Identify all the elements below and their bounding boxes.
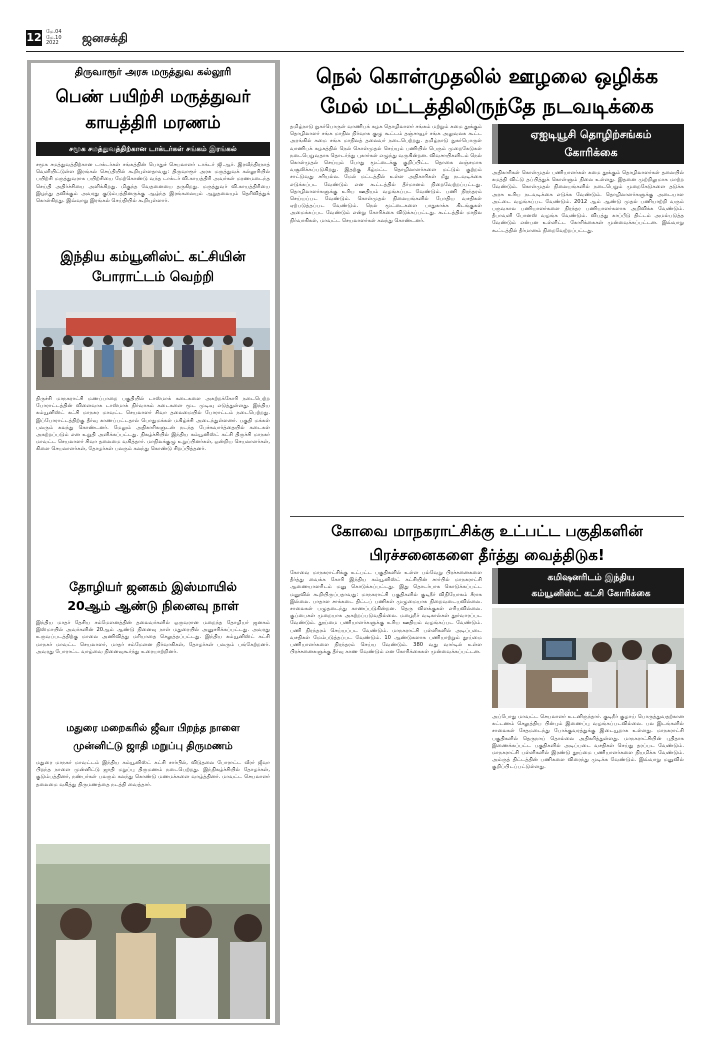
s3-body: இந்திய மாதர் தேசிய சம்மேளனத்தின் தலைவர்களில் ஒருவரான மறைந்த தோழியர் ஜனகம் இஸ்மாயில் அவர்களின் 20ஆம் ஆண்டு நினைவு நாள் மதுரையில் அனுசரிக்கப்பட்டது. அவரது உருவப்படத்திற்கு மாலை அணிவித்து மரியாதை செலுத்தப்பட்டது. இந்திய கம்யூனிஸ்ட் கட்சி மாநகர் மாவட்ட செயலாளர், மாதர் சம்மேளன நிர்வாகிகள், தோழர்கள் பலரும் பங்கேற்றனர். அவரது போராட்ட வாழ்வை நினைவுகூர்ந்து உரையாற்றினர். [36,620,270,655]
issue-date-to: மே.10 [46,34,62,41]
issue-year: 2022 [46,40,59,47]
s1-headline-1: பெண் பயிற்சி மருத்துவர் [55,87,251,107]
s4-headline-2: முன்னிட்டு ஜாதி மறுப்பு திருமணம் [73,741,233,752]
kovai-body-b: அப்போது மாவட்ட செயலாளர் உடனிருந்தார். குடிநீர் குழாய் பொருத்துவதற்கான கட்டணம் செலுத்திய பின்பும் இணைப்பு வழங்கப்படவில்லை. பல இடங்களில் சாலைகள் சேதமடைந்து போக்குவரத்துக்கு இடையூறாக உள்ளது. மாநகராட்சி பகுதிகளில் தெருநாய் தொல்லை அதிகரித்துள்ளது. மாநகராட்சியின் புதிதாக இணைக்கப்பட்ட பகுதிகளில் அடிப்படை வசதிகள் செய்து தரப்பட வேண்டும். மாநகராட்சி பள்ளிகளில் இரண்டு தூய்மை பணியாளர்களை நியமிக்க வேண்டும். அம்ருத் திட்டத்தின் பணிகளை விரைந்து முடிக்க வேண்டும். இவ்வாறு மனுவில் குறிப்பிடப்பட்டுள்ளது. [492,714,684,771]
kovai-headline-2: பிரச்சனைகளை தீர்த்து வைத்திடுக! [369,546,605,564]
aituc-label-line1: ஏஐடியூசி தொழிற்சங்கம் [530,128,652,141]
main-body-b: அதிகாரிகள் கொள்முதல் பணியாளர்கள் சுமை தூக்கும் தொழிலாளர்கள் தலையில் சுமத்தி விட்டு தப்பித்துக் கொள்ளும் நிலை உள்ளது. இதனை முற்றிலுமாக மாற்ற வேண்டும். கொள்முதல் நிலையங்களில் நடைபெறும் முறைகேடுகளை தடுக்க அரசு உரிய நடவடிக்கை எடுக்க வேண்டும். தொழிலாளர்களுக்கு அடையாள அட்டை வழங்கப்பட வேண்டும். 2012 ஆம் ஆண்டு முதல் பணியாற்றி வரும் பருவகால பணியாளர்களை நிரந்தர பணியாளர்களாக அறிவிக்க வேண்டும். தீபாவளி போனஸ் வழங்க வேண்டும். விபத்து காப்பீடு திட்டம் அமல்படுத்த வேண்டும் என்பன உள்ளிட்ட கோரிக்கைகள் முன்வைக்கப்பட்டன. இவ்வாறு கூட்டத்தில் தீர்மானம் நிறைவேற்றப்பட்டது. [492,170,684,234]
section-divider [290,516,684,517]
s2-headline-2: போராட்டம் வெற்றி [92,269,214,285]
main-headline-2: மேல் மட்டத்திலிருந்தே நடவடிக்கை [320,94,654,118]
s2-headline-1: இந்திய கம்யூனிஸ்ட் கட்சியின் [60,249,246,265]
commissioner-meeting-photo [492,608,684,708]
cpi-label-line2: கம்யூனிஸ்ட் கட்சி கோரிக்கை [531,589,651,599]
main-headline-1: நெல் கொள்முதலில் ஊழலை ஒழிக்க [315,64,659,88]
s4-headline-1: மதுரை மறைகரில் ஜீவா பிறந்த நாளை [66,723,240,734]
aituc-label-line2: கோரிக்கை [564,146,618,159]
s1-kicker: திருவாரூர் அரசு மருத்துவ கல்லூரி [74,67,232,78]
issue-date [46,30,80,47]
cpi-label-box [492,568,684,604]
s1-strap: சமூக சமத்துவத்திற்கான டாக்டர்கள் சங்கம் இரங்கல் [36,142,270,156]
page-number: 12 [26,31,42,44]
issue-date-from: மே.04 [46,29,62,35]
kovai-body-a: கோவை மாநகராட்சிக்கு உட்பட்ட பகுதிகளில் உள்ள பல்வேறு பிரச்சனைகளை தீர்த்து வைக்க கோரி இந்திய கம்யூனிஸ்ட் கட்சியின் சார்பில் மாநகராட்சி ஆணையாளரிடம் மனு கொடுக்கப்பட்டது. இது தொடர்பாக கொடுக்கப்பட்ட மனுவில் கூறியிருப்பதாவது: மாநகராட்சி பகுதிகளில் குடிநீர் விநியோகம் சீராக இல்லை. பாதாள சாக்கடை திட்டப் பணிகள் முழுமையாக நிறைவடையவில்லை. சாலைகள் பழுதடைந்து காணப்படுகின்றன. தெரு விளக்குகள் எரியவில்லை. குப்பைகள் முறையாக அகற்றப்படுவதில்லை. மழைநீர் வடிகால்கள் தூர்வாரப்பட வேண்டும். தூய்மை பணியாளர்களுக்கு உரிய ஊதியம் வழங்கப்பட வேண்டும். பணி நிரந்தரம் செய்யப்பட வேண்டும். மாநகராட்சி பள்ளிகளில் அடிப்படை வசதிகள் மேம்படுத்தப்பட வேண்டும். 10 ஆண்டுகளாக பணியாற்றும் தூய்மை பணியாளர்களை நிரந்தரம் செய்ய வேண்டும். 380 வது வார்டில் உள்ள பிரச்சனைகளுக்கு தீர்வு காண வேண்டும் என கோரிக்கைகள் முன்வைக்கப்பட்டன. [290,570,482,656]
kovai-headline-1: கோவை மாநகராட்சிக்கு உட்பட்ட பகுதிகளின் [331,522,643,540]
s2-body: திருச்சி மாநகராட்சி மணப்பாறை பகுதியில் டாஸ்மாக் கடைகளை அகற்றக்கோரி நடைபெற்ற போராட்டத்தின் விளைவாக டாஸ்மாக் நிர்வாகம் கடைகளை மூட முடிவு எடுத்துள்ளது. இந்திய கம்யூனிஸ்ட் கட்சி மாநகர மாவட்ட செயலாளர் சிவா தலைமையில் போராட்டம் நடைபெற்றது. இப்போராட்டத்திற்கு தீர்வு காணப்பட்டதால் பொதுமக்கள் மகிழ்ச்சி அடைந்துள்ளனர். பகுதி மக்கள் பலரும் கலந்து கொண்டனர். மேலும் அதிகாரிகளுடன் நடந்த பேச்சுவார்த்தையில் கடைகள் அகற்றப்படும் என உறுதி அளிக்கப்பட்டது. நிகழ்ச்சியில் இந்திய கம்யூனிஸ்ட் கட்சி திருச்சி மாநகர் மாவட்ட செயலாளர் சிவா தலைமை வகித்தார். மாநிலக்குழு உறுப்பினர்கள், ஒன்றிய செயலாளர்கள், கிளை செயலாளர்கள், தோழர்கள் பலரும் கலந்து கொண்டு சிறப்பித்தனர். [36,396,270,453]
aituc-label-box [492,124,684,164]
masthead [26,30,684,52]
protest-photo [36,290,270,390]
cpi-label-line1: கமிஷனரிடம் இந்திய [547,573,635,583]
wedding-photo [36,844,270,1019]
s3-headline-1: தோழியர் ஜனகம் இஸ்மாயில் [69,579,237,594]
s1-body: சமூக சமத்துவத்திற்கான டாக்டர்கள் சங்கத்தின் பொதுச் செயலாளர் டாக்டர் ஜி.ஆர். இரவீந்திரநாத் வெளியிட்டுள்ள இரங்கல் செய்தியில் கூறியுள்ளதாவது: திருவாரூர் அரசு மருத்துவக் கல்லூரியில் பயிற்சி மருத்துவராக பயிற்சியை மேற்கொண்டு வந்த டாக்டர் வி.காயத்திரி அவர்கள் மரணமடைந்த செய்தி அதிர்ச்சியை அளிக்கிறது. மிகுந்த வேதனையை தருகிறது. மருத்துவர் வி.காயத்திரியை இழந்து தவிக்கும் அவரது குடும்பத்தினருக்கு ஆழ்ந்த இரங்கலையும் ஆறுதலையும் தெரிவித்துக் கொள்கிறது. இவ்வாறு இரங்கல் செய்தியில் கூறியுள்ளார். [36,162,270,205]
s1-headline-2: காயத்திரி மரணம் [85,113,221,133]
main-body-a: தமிழ்நாடு நுகர்பொருள் வாணிபக் கழக தொழிலாளர் சங்கம் மற்றும் சுமை தூக்கும் தொழிலாளர் சங்க மாநில நிர்வாக குழு கூட்டம் தஞ்சாவூர் சங்க அலுவலக கூட்ட அரங்கில் சுமை சங்க மாநிலத் தலைவர் நடைபெற்றது. தமிழ்நாடு நுகர்பொருள் வாணிபக் கழகத்தில் நெல் கொள்முதல் செய்யும் பணியில் பெரும் முறைகேடுகள் நடைபெறுவதாக தொடர்ந்து புகார்கள் எழுந்து வருகின்றன. விவசாயிகளிடம் நெல் கொள்முதல் செய்யும் போது மூட்டைக்கு குறிப்பிட்ட தொகை லஞ்சமாக வசூலிக்கப்படுகிறது. இதற்கு கீழ்மட்ட தொழிலாளர்களை மட்டும் குற்றம் சாட்டுவது சரியல்ல. மேல் மட்டத்தில் உள்ள அதிகாரிகள் மீது நடவடிக்கை எடுக்கப்பட வேண்டும் என கூட்டத்தில் தீர்மானம் நிறைவேற்றப்பட்டது. தொழிலாளர்களுக்கு உரிய ஊதியம் வழங்கப்பட வேண்டும். பணி நிரந்தரம் செய்யப்பட வேண்டும். கொள்முதல் நிலையங்களில் போதிய வசதிகள் ஏற்படுத்தப்பட வேண்டும். நெல் மூட்டைகளை பாதுகாக்க கிடங்குகள் அமைக்கப்பட வேண்டும் என்று கோரிக்கை விடுக்கப்பட்டது. கூட்டத்தில் மாநில நிர்வாகிகள், மாவட்ட செயலாளர்கள் கலந்து கொண்டனர். [290,124,482,224]
s3-headline-2: 20ஆம் ஆண்டு நினைவு நாள் [67,598,239,613]
s4-body: மதுரை மாநகர் மாவட்டம் இந்திய கம்யூனிஸ்ட் கட்சி சார்பில், விடுதலை போராட்ட வீரர் ஜீவா பிறந்த நாளை முன்னிட்டு ஜாதி மறுப்பு திருமணம் நடைபெற்றது. இந்நிகழ்ச்சியில் தோழர்கள், குடும்பத்தினர், நண்பர்கள் பலரும் கலந்து கொண்டு மணமக்களை வாழ்த்தினர். மாவட்ட செயலாளர் தலைமை வகித்து திருமணத்தை நடத்தி வைத்தார். [36,760,270,788]
paper-name: ஜனசக்தி [82,31,128,45]
